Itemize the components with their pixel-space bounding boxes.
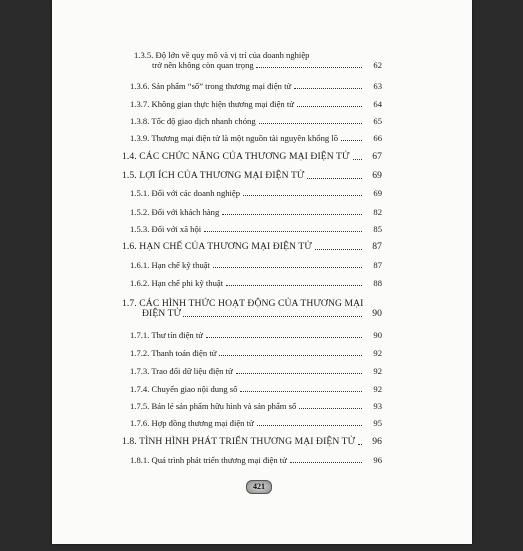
toc-entry-page: 90	[364, 309, 382, 319]
toc-entry-title: 1.7.6. Hợp đồng thương mại điện tử	[130, 418, 254, 428]
toc-entry-page: 87	[364, 260, 382, 270]
toc-entry-continuation: ĐIỆN TỬ	[142, 308, 182, 319]
dot-leader	[226, 285, 362, 286]
dot-leader	[204, 231, 362, 232]
toc-entry-title: 1.8.1. Quá trình phát triển thương mại điện tử	[130, 455, 287, 465]
toc-entry-page: 67	[364, 152, 382, 162]
toc-entry-page: 69	[364, 171, 382, 181]
dot-leader	[236, 373, 362, 374]
dot-leader	[256, 67, 362, 68]
toc-entry-title: 1.3.7. Không gian thực hiện thương mại điện tử	[130, 99, 294, 109]
toc-entry-page: 96	[364, 455, 382, 465]
page-number-badge: 421	[246, 480, 272, 494]
toc-entry-title: 1.7. CÁC HÌNH THỨC HOẠT ĐỘNG CỦA THƯƠNG MẠI	[122, 298, 364, 309]
book-page	[52, 0, 472, 544]
toc-entry-title: 1.3.8. Tốc độ giao dịch nhanh chóng	[130, 116, 256, 126]
toc-entry-title: 1.6. HẠN CHẾ CỦA THƯƠNG MẠI ĐIỆN TỬ	[122, 241, 312, 252]
dot-leader	[358, 444, 362, 445]
table-of-contents	[52, 0, 472, 544]
toc-entry-title: 1.7.2. Thanh toán điện tử	[130, 348, 217, 358]
dot-leader	[257, 425, 362, 426]
toc-entry-title: 1.6.1. Hạn chế kỹ thuật	[130, 260, 210, 270]
toc-entry-page: 69	[364, 188, 382, 198]
toc-entry-page: 92	[364, 348, 382, 358]
toc-entry-page: 64	[364, 99, 382, 109]
toc-entry-title: 1.7.3. Trao đổi dữ liệu điện tử	[130, 366, 233, 376]
toc-entry-title: 1.5.1. Đối với các doanh nghiệp	[130, 188, 241, 198]
toc-entry-title: 1.3.6. Sản phẩm “số” trong thương mại điện tử	[130, 81, 292, 91]
toc-entry-title: 1.8. TÌNH HÌNH PHÁT TRIỂN THƯƠNG MẠI ĐIỆN TỬ	[122, 436, 356, 447]
toc-entry-title: 1.6.2. Hạn chế phi kỹ thuật	[130, 278, 224, 288]
toc-entry-title: 1.3.5. Độ lớn về quy mô và vị trí của doanh nghiệp	[134, 50, 310, 60]
toc-entry-page: 95	[364, 418, 382, 428]
dot-leader	[183, 316, 362, 317]
toc-entry-title: 1.5.2. Đối với khách hàng	[130, 207, 220, 217]
toc-entry-page: 93	[364, 401, 382, 411]
toc-entry-page: 62	[364, 60, 382, 70]
dot-leader	[213, 267, 362, 268]
toc-entry-page: 65	[364, 116, 382, 126]
toc-entry-title: 1.5. LỢI ÍCH CỦA THƯƠNG MẠI ĐIỆN TỬ	[122, 170, 305, 181]
toc-entry-page: 88	[364, 278, 382, 288]
dot-leader	[294, 88, 362, 89]
toc-entry-page: 63	[364, 81, 382, 91]
dot-leader	[315, 249, 362, 250]
dot-leader	[240, 391, 362, 392]
toc-entry-page: 96	[364, 437, 382, 447]
dot-leader	[341, 140, 362, 141]
dot-leader	[290, 462, 362, 463]
toc-entry-title: 1.5.3. Đối với xã hội	[130, 224, 202, 234]
toc-entry-page: 92	[364, 366, 382, 376]
dot-leader	[297, 106, 362, 107]
toc-entry-page: 87	[364, 242, 382, 252]
dot-leader	[222, 214, 362, 215]
toc-entry-title: 1.7.4. Chuyển giao nội dung số	[130, 384, 238, 394]
dot-leader	[219, 355, 362, 356]
dot-leader	[206, 337, 362, 338]
toc-entry-title: 1.4. CÁC CHỨC NĂNG CỦA THƯƠNG MẠI ĐIỆN TỬ	[122, 151, 350, 162]
dot-leader	[353, 159, 362, 160]
toc-entry-page: 92	[364, 384, 382, 394]
toc-entry-page: 66	[364, 133, 382, 143]
toc-entry-title: 1.7.1. Thư tín điện tử	[130, 330, 203, 340]
toc-entry-title: 1.7.5. Bán lẻ sản phẩm hữu hình và sản phẩm số	[130, 401, 297, 411]
dot-leader	[299, 408, 362, 409]
toc-entry-continuation: trở nên không còn quan trọng	[152, 60, 254, 70]
toc-entry-page: 85	[364, 224, 382, 234]
toc-entry-page: 90	[364, 330, 382, 340]
dot-leader	[307, 178, 362, 179]
toc-entry-page: 82	[364, 207, 382, 217]
dot-leader	[243, 195, 362, 196]
toc-entry-title: 1.3.9. Thương mại điện tử là một nguồn tài nguyên khổng lồ	[130, 133, 338, 143]
dot-leader	[259, 123, 362, 124]
